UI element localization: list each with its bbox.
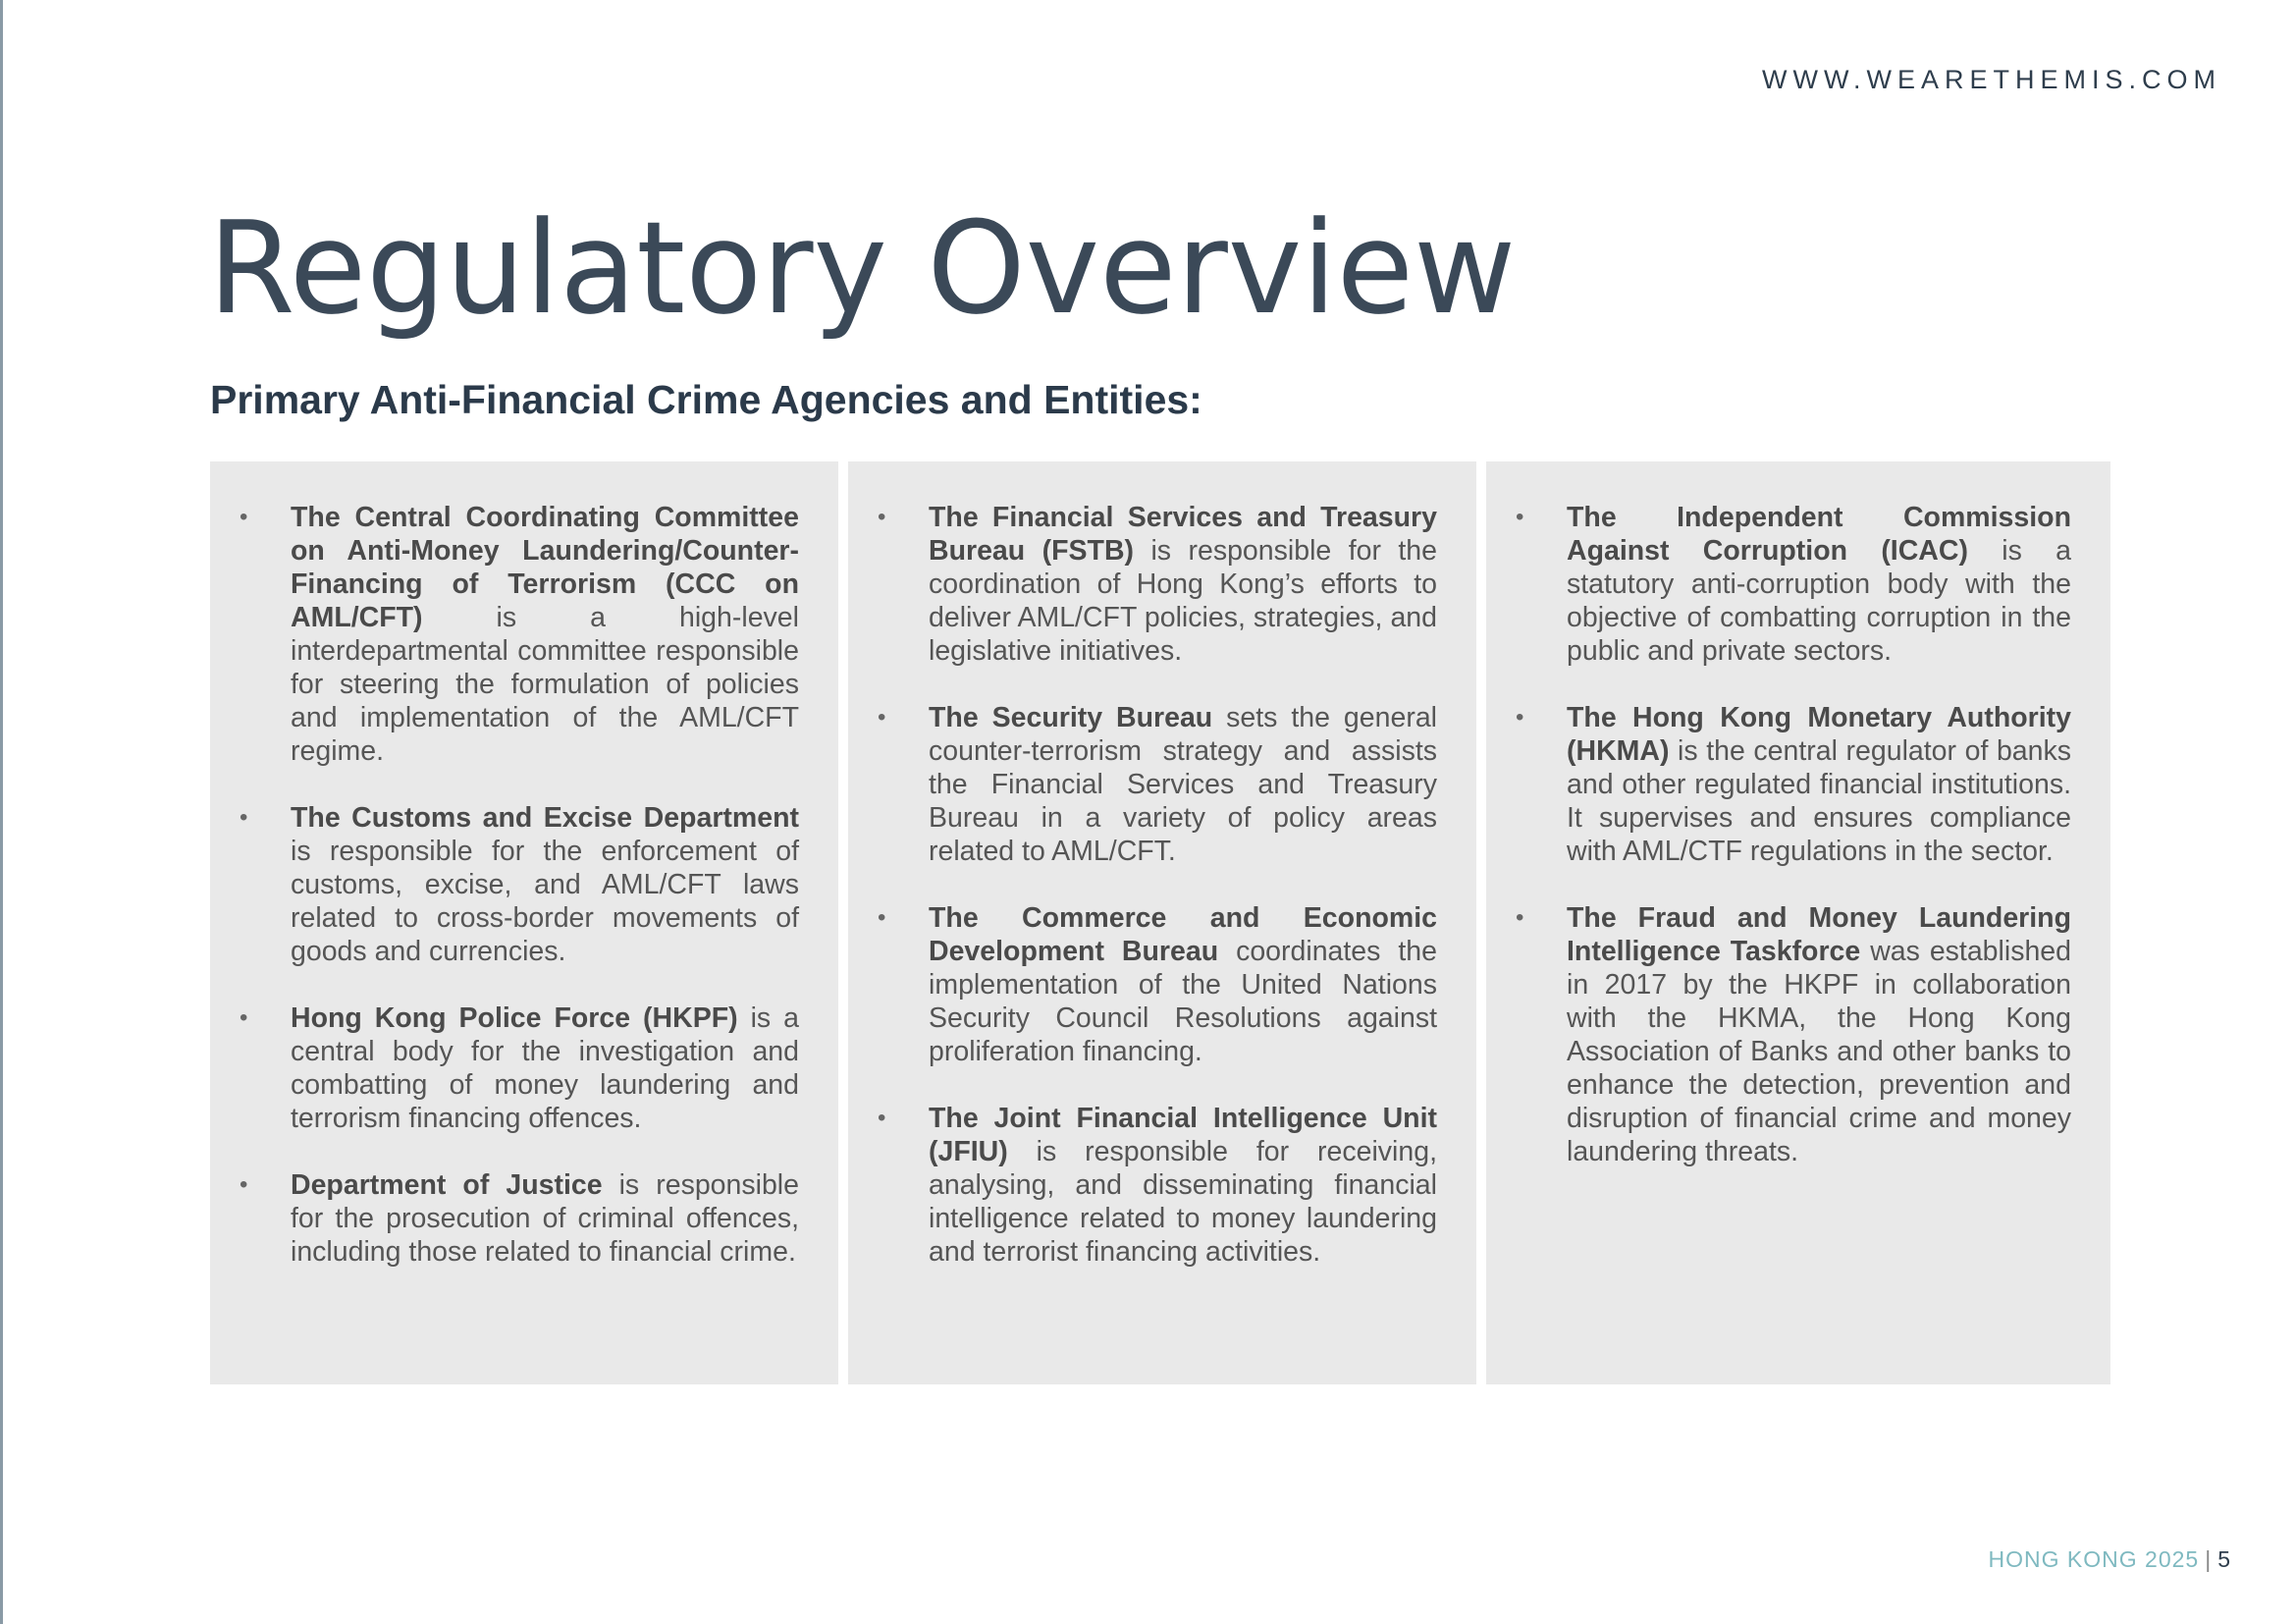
- agency-name: The Joint Financial Intelligence Unit (JFIU): [929, 1103, 1437, 1167]
- agency-description: is a central body for the investigation and combatting of money laundering and terrorism financing offences.: [291, 1002, 799, 1134]
- agencies-panels: [210, 461, 2110, 1384]
- footer-separator: |: [2205, 1546, 2213, 1572]
- bullet-icon: •: [240, 1004, 248, 1031]
- bullet-icon: •: [878, 904, 886, 931]
- list-item: [226, 1001, 799, 1135]
- agency-description: is responsible for the enforcement of customs, excise, and AML/CFT laws related to cross-border movements of goods and currencies.: [291, 836, 799, 967]
- left-edge-rule: [0, 0, 3, 1624]
- bullet-icon: •: [1516, 704, 1524, 731]
- agency-description: is responsible for the prosecution of criminal offences, including those related to financial crime.: [291, 1169, 799, 1268]
- bullet-icon: •: [878, 704, 886, 731]
- agency-description: sets the general counter-terrorism strategy and assists the Financial Services and Treasury Bureau in a variety of policy areas related to AML/CFT.: [929, 702, 1438, 867]
- bullet-icon: •: [1516, 904, 1524, 931]
- agency-name: The Financial Services and Treasury Bureau (FSTB): [929, 502, 1437, 567]
- site-url[interactable]: WWW.WEARETHEMIS.COM: [1762, 65, 2221, 94]
- list-item: [226, 1168, 799, 1269]
- agencies-list-1: [226, 501, 799, 1269]
- agency-name: The Fraud and Money Laundering Intelligence Taskforce: [1567, 902, 2071, 967]
- agency-description: is responsible for the coordination of Hong Kong’s efforts to deliver AML/CFT policies, strategies, and legislative initiatives.: [929, 535, 1438, 667]
- page-footer: [1989, 1546, 2231, 1573]
- list-item: [1502, 901, 2071, 1168]
- agency-description: coordinates the implementation of the United Nations Security Council Resolutions against proliferation financing.: [929, 936, 1437, 1067]
- agency-name: The Commerce and Economic Development Bureau: [929, 902, 1437, 967]
- list-item: [864, 901, 1437, 1068]
- agency-name: Hong Kong Police Force (HKPF): [291, 1002, 738, 1034]
- agency-description: was established in 2017 by the HKPF in collaboration with the HKMA, the Hong Kong Association of Banks and other banks to enhance the detection, prevention and disruption of financial crime and money laundering threats.: [1567, 936, 2071, 1167]
- bullet-icon: •: [240, 504, 248, 530]
- list-item: [226, 501, 799, 768]
- agencies-column-1: [210, 461, 838, 1384]
- agency-name: The Central Coordinating Committee on Anti-Money Laundering/Counter-Financing of Terrorism (CCC on AML/CFT): [291, 502, 799, 633]
- list-item: [226, 801, 799, 968]
- list-item: [1502, 501, 2071, 668]
- agency-description: is the central regulator of banks and other regulated financial institutions. It supervises and ensures compliance with AML/CTF regulations in the sector.: [1567, 735, 2071, 867]
- list-item: [864, 1102, 1437, 1269]
- agency-name: The Security Bureau: [929, 702, 1213, 733]
- bullet-icon: •: [878, 504, 886, 530]
- agencies-list-3: [1502, 501, 2071, 1168]
- agencies-list-2: [864, 501, 1437, 1269]
- agency-name: The Hong Kong Monetary Authority (HKMA): [1567, 702, 2071, 767]
- agency-description: is a statutory anti-corruption body with the objective of combatting corruption in the public and private sectors.: [1567, 535, 2071, 667]
- footer-location: HONG KONG 2025: [1988, 1546, 2200, 1572]
- bullet-icon: •: [878, 1105, 886, 1131]
- list-item: [864, 501, 1437, 668]
- agencies-column-3: [1486, 461, 2110, 1384]
- bullet-icon: •: [240, 804, 248, 831]
- page-number: 5: [2217, 1546, 2231, 1572]
- page-title: Regulatory Overview: [208, 193, 1517, 343]
- agencies-column-2: [848, 461, 1476, 1384]
- list-item: [864, 701, 1437, 868]
- agency-name: The Independent Commission Against Corruption (ICAC): [1567, 502, 2071, 567]
- bullet-icon: •: [1516, 504, 1524, 530]
- agency-name: Department of Justice: [291, 1169, 603, 1201]
- list-item: [1502, 701, 2071, 868]
- section-subtitle: Primary Anti-Financial Crime Agencies and Entities:: [210, 377, 1202, 422]
- bullet-icon: •: [240, 1171, 248, 1198]
- agency-name: The Customs and Excise Department: [291, 802, 799, 834]
- agency-description: is responsible for receiving, analysing, and disseminating financial intelligence related to money laundering and terrorist financing activities.: [929, 1136, 1437, 1268]
- agency-description: is a high-level interdepartmental committee responsible for steering the formulation of policies and implementation of the AML/CFT regime.: [291, 602, 799, 767]
